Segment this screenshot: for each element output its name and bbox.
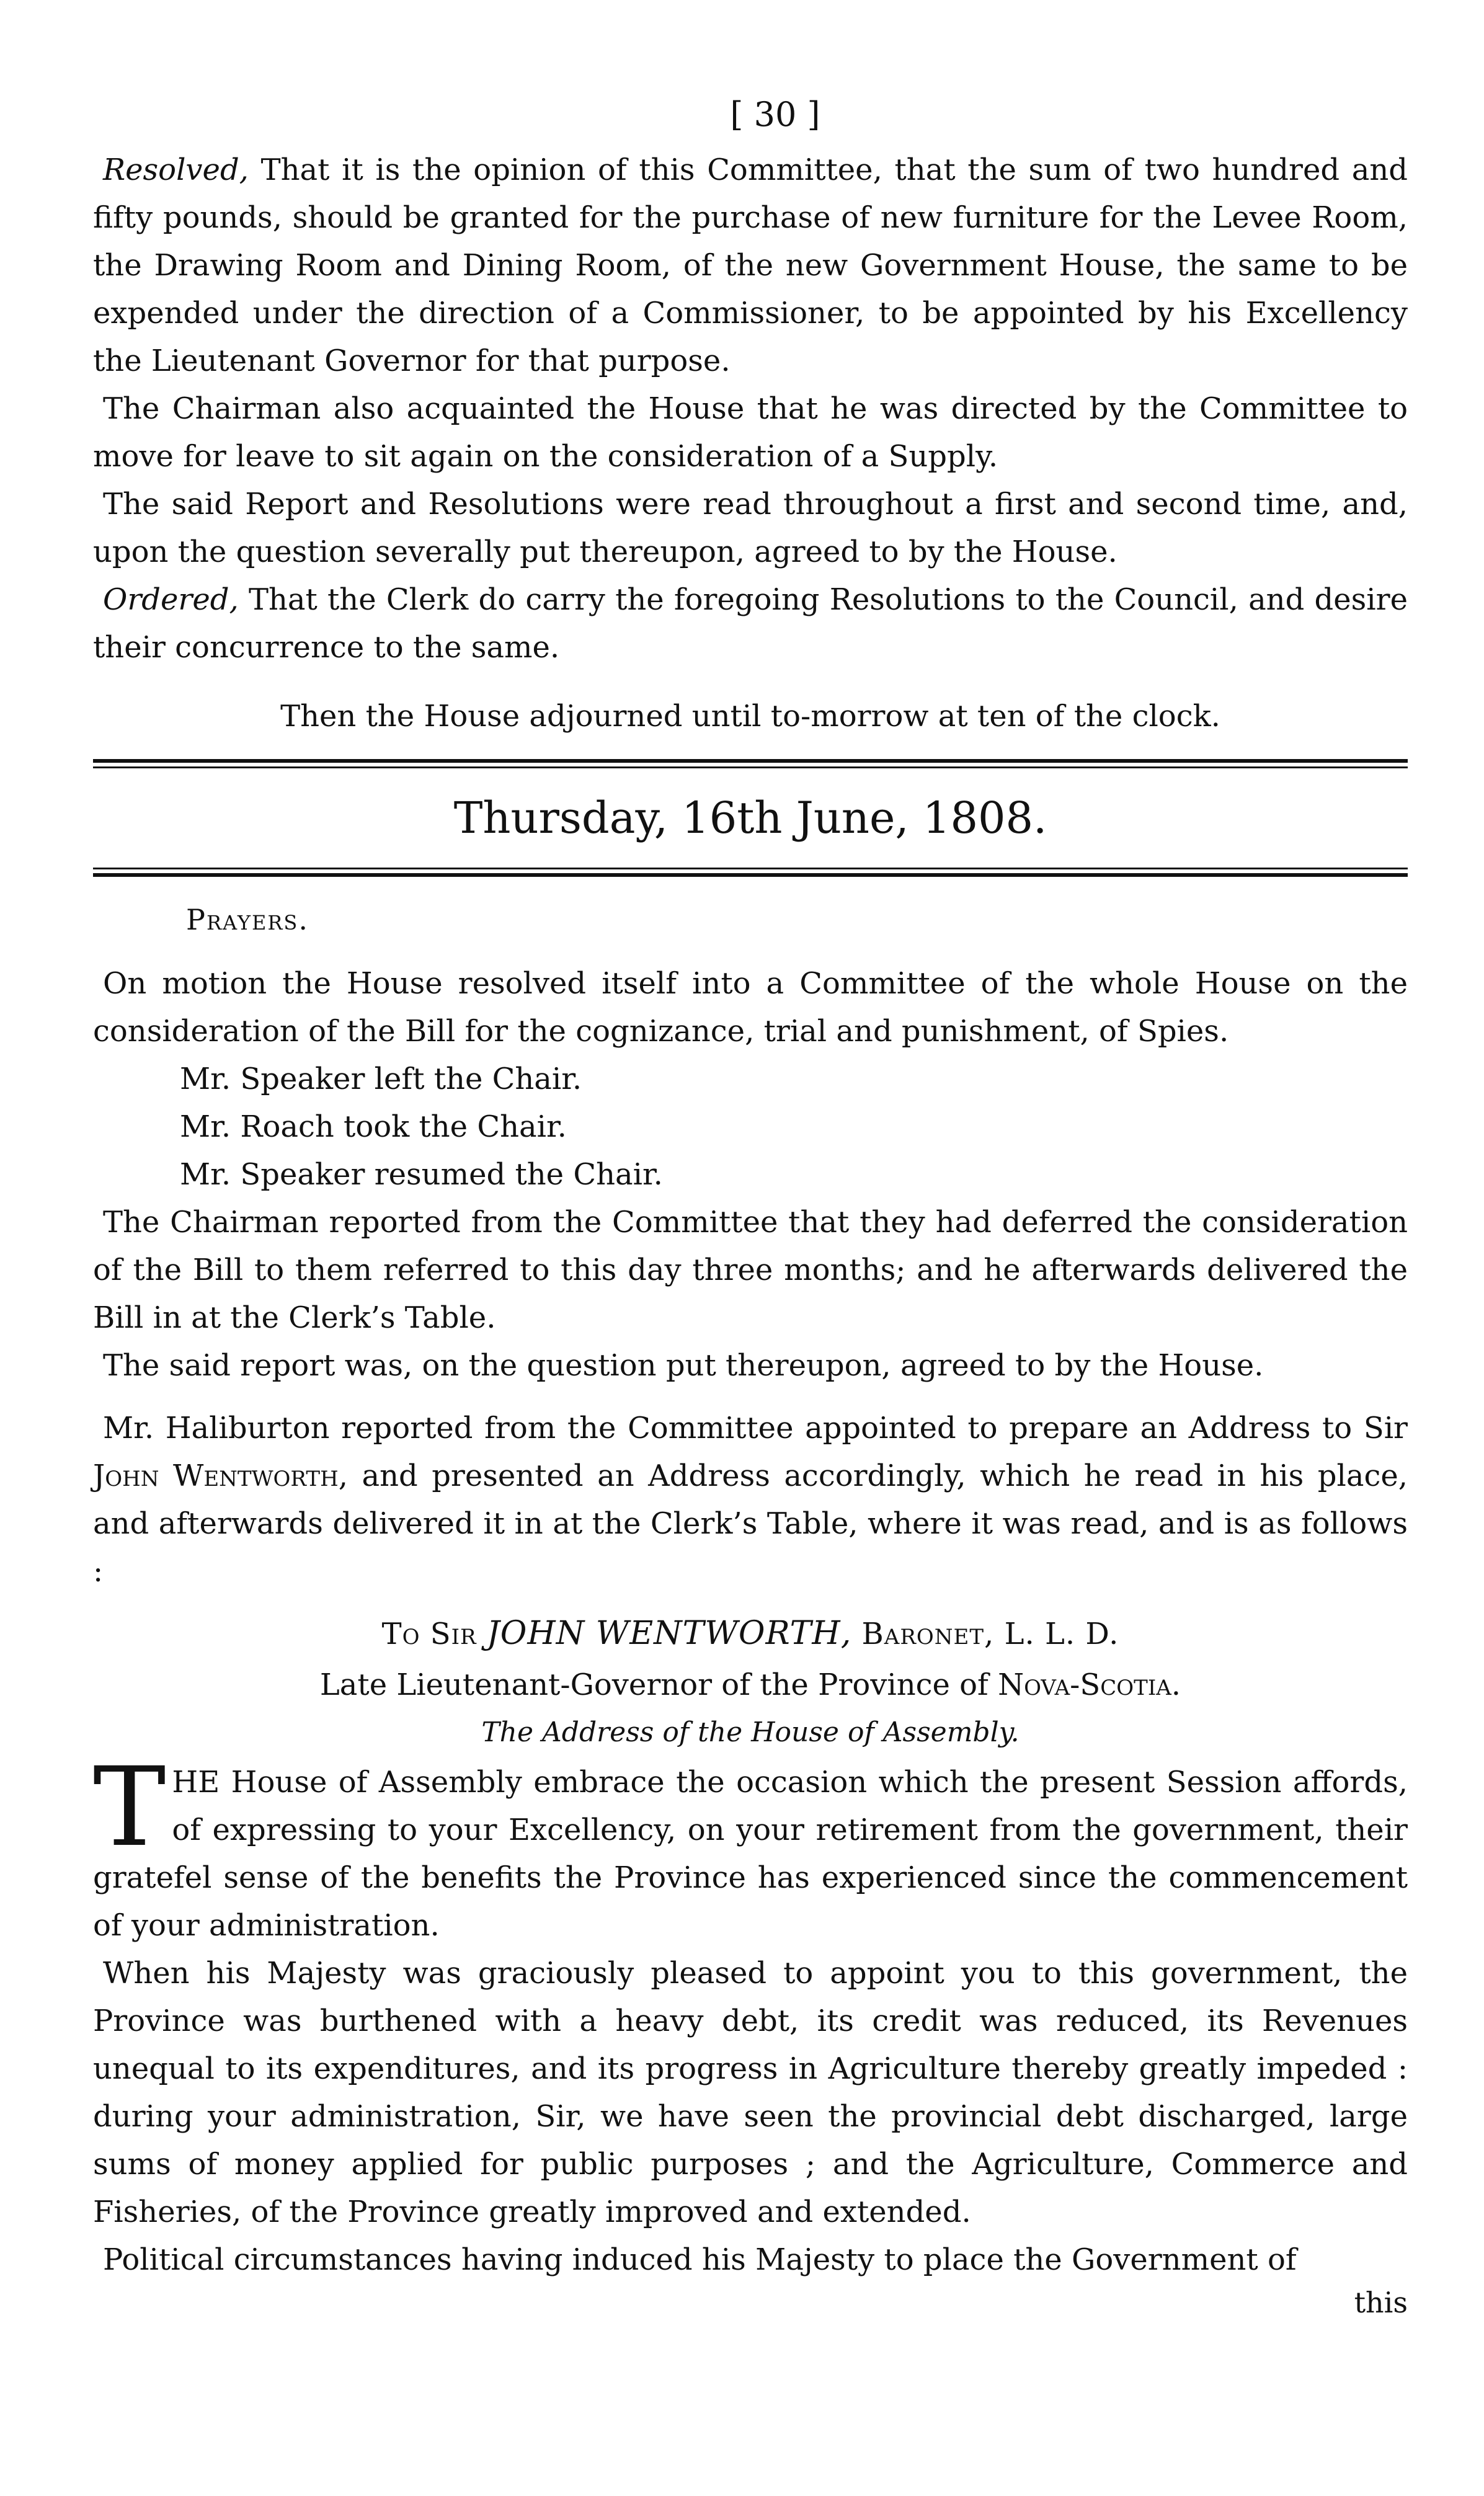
drop-cap: T [93,1744,166,1871]
day-heading: Thursday, 16th June, 1808. [453,793,1047,843]
address-paragraph-3: Political circumstances having induced his Majesty to place the Government of [103,2242,1297,2277]
section-rule-bottom-thin [93,868,1408,869]
paragraph-gap [93,1390,1408,1405]
resolution-text: That it is the opinion of this Committee, that the sum of two hundred and fifty pounds, should be granted for the purchase of new furniture for the Levee Room, the Drawing Room and Dining Room, of the new Government House, the same to be expended under the direction of a Commissioner, to be appointed by his Excellency the Lieutenant Governor for that purpose. [93,153,1408,378]
chairman-paragraph: The Chairman also acquainted the House that he was directed by the Committee to move for leave to sit again on the consideration of a Supply. [93,391,1408,474]
ordered-label: Ordered, [103,582,239,617]
motion-paragraph: On motion the House resolved itself into a Committee of the whole House on the consideration of the Bill for the cognizance, trial and punishment, of Spies. [93,966,1408,1049]
catchword: this [1354,2286,1408,2319]
haliburton-name: John Wentworth [93,1459,339,1493]
roach-took-line: Mr. Roach took the Chair. [180,1109,567,1144]
recipient-name: JOHN WENTWORTH, [486,1615,852,1652]
haliburton-paragraph [93,1405,1408,1596]
section-rule-top [93,759,1408,763]
resolved-label: Resolved, [103,153,249,187]
prayers-heading: Prayers. [186,903,309,936]
ordered-paragraph [93,576,1408,672]
resolution-paragraph [93,146,1408,385]
page-number: [ 30 ] [730,95,820,134]
chairman-reported-paragraph: The Chairman reported from the Committee that they had deferred the consideration of the Bill to them referred to this day three months; and he afterwards delivered the Bill in at the Clerk’s Table. [93,1205,1408,1335]
recipient-suffix: Baronet, L. L. D. [851,1617,1119,1651]
subtitle-text: Late Lieutenant-Governor of the Province of [319,1668,998,1702]
report-paragraph: The said Report and Resolutions were read throughout a first and second time, and, upon the question severally put thereupon, agreed to by the House. [93,487,1408,569]
haliburton-text-2: , and presented an Address accordingly, which he read in his place, and afterwards delivered it in at the Clerk’s Table, where it was read, and is as follows : [93,1459,1408,1589]
speaker-resumed-line: Mr. Speaker resumed the Chair. [180,1157,663,1192]
address-paragraph-1 [93,1744,1408,1950]
document-page [93,93,1408,2468]
said-report-paragraph: The said report was, on the question put thereupon, agreed to by the House. [103,1348,1264,1383]
address-paragraph-1-text: HE House of Assembly embrace the occasion which the present Session affords, of expressing to your Excellency, on your retirement from the government, their gratefel sense of the benefits the Province has experienced since the commencement of your administration. [93,1765,1408,1943]
section-rule-bottom [93,873,1408,877]
address-title: The Address of the House of Assembly. [481,1717,1020,1748]
address-paragraph-2: When his Majesty was graciously pleased to appoint you to this government, the Province was burthened with a heavy debt, its credit was reduced, its Revenues unequal to its expenditures, and its progress in Agriculture thereby greatly impeded : during your administration, Sir, we have seen the provincial debt discharged, large sums of money applied for public purposes ; and the Agriculture, Commerce and Fisheries, of the Province greatly improved and extended. [93,1956,1408,2229]
speaker-left-line: Mr. Speaker left the Chair. [180,1062,582,1096]
subtitle-province: Nova-Scotia. [998,1668,1181,1702]
haliburton-text-1: Mr. Haliburton reported from the Committee appointed to prepare an Address to Sir [103,1411,1408,1446]
address-recipient [93,1608,1408,1659]
ordered-text: That the Clerk do carry the foregoing Resolutions to the Council, and desire their concurrence to the same. [93,582,1408,665]
recipient-prefix: To Sir [381,1617,487,1651]
address-subtitle [93,1659,1408,1710]
adjourned-line: Then the House adjourned until to-morrow at ten of the clock. [280,699,1220,734]
